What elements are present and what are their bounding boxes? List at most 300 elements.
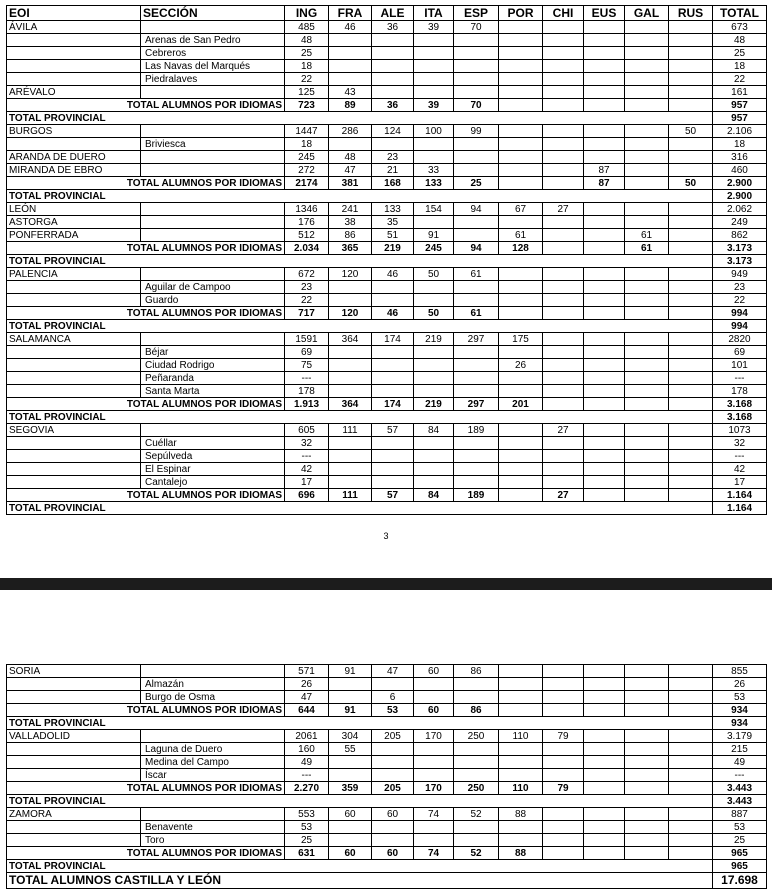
- value-cell: 47: [372, 665, 414, 678]
- value-cell: [625, 281, 669, 294]
- total-idiomas-row: [7, 242, 767, 255]
- eoi-cell: ARÉVALO: [7, 86, 141, 99]
- value-cell: 286: [329, 125, 372, 138]
- value-cell: [414, 821, 454, 834]
- value-cell: [584, 808, 625, 821]
- total-idiomas-value-cell: [584, 99, 625, 112]
- total-idiomas-value-cell: [669, 704, 713, 717]
- value-cell: [454, 359, 499, 372]
- total-idiomas-value-cell: [584, 704, 625, 717]
- total-idiomas-value-cell: 205: [372, 782, 414, 795]
- value-cell: [372, 294, 414, 307]
- total-idiomas-value-cell: 110: [499, 782, 543, 795]
- value-cell: [454, 756, 499, 769]
- value-cell: [543, 678, 584, 691]
- total-idiomas-value-cell: 91: [329, 704, 372, 717]
- value-cell: [499, 385, 543, 398]
- value-cell: 6: [372, 691, 414, 704]
- value-cell: 35: [372, 216, 414, 229]
- seccion-cell: [141, 424, 285, 437]
- value-cell: [329, 691, 372, 704]
- total-cell: 2.062: [713, 203, 767, 216]
- eoi-cell: VALLADOLID: [7, 730, 141, 743]
- table-row: [7, 86, 767, 99]
- value-cell: [625, 47, 669, 60]
- value-cell: [499, 665, 543, 678]
- value-cell: 22: [285, 294, 329, 307]
- value-cell: 49: [285, 756, 329, 769]
- seccion-cell: Almazán: [141, 678, 285, 691]
- value-cell: [584, 333, 625, 346]
- value-cell: [584, 437, 625, 450]
- value-cell: 241: [329, 203, 372, 216]
- value-cell: [499, 138, 543, 151]
- value-cell: [625, 216, 669, 229]
- value-cell: 25: [285, 47, 329, 60]
- eoi-cell: SALAMANCA: [7, 333, 141, 346]
- value-cell: 1346: [285, 203, 329, 216]
- value-cell: [414, 678, 454, 691]
- total-cell: 42: [713, 463, 767, 476]
- value-cell: [543, 346, 584, 359]
- value-cell: [499, 21, 543, 34]
- total-idiomas-row: [7, 782, 767, 795]
- seccion-cell: [141, 216, 285, 229]
- total-provincial-value-cell: 2.900: [713, 190, 767, 203]
- seccion-cell: Santa Marta: [141, 385, 285, 398]
- total-provincial-value-cell: 3.173: [713, 255, 767, 268]
- value-cell: [454, 476, 499, 489]
- value-cell: [372, 769, 414, 782]
- value-cell: [372, 60, 414, 73]
- total-idiomas-value-cell: [543, 398, 584, 411]
- eoi-cell: [7, 821, 141, 834]
- value-cell: [625, 268, 669, 281]
- value-cell: 160: [285, 743, 329, 756]
- value-cell: 86: [454, 665, 499, 678]
- value-cell: [669, 821, 713, 834]
- value-cell: [584, 691, 625, 704]
- value-cell: [584, 60, 625, 73]
- table-row: [7, 203, 767, 216]
- grand-total-label: TOTAL ALUMNOS CASTILLA Y LEÓN: [7, 873, 713, 889]
- total-idiomas-value-cell: [584, 782, 625, 795]
- value-cell: [329, 372, 372, 385]
- value-cell: [584, 678, 625, 691]
- value-cell: [584, 151, 625, 164]
- total-idiomas-row: [7, 489, 767, 502]
- value-cell: [414, 756, 454, 769]
- value-cell: 91: [414, 229, 454, 242]
- value-cell: 2061: [285, 730, 329, 743]
- value-cell: 605: [285, 424, 329, 437]
- value-cell: [669, 834, 713, 847]
- total-cell: 178: [713, 385, 767, 398]
- value-cell: [372, 450, 414, 463]
- value-cell: [499, 834, 543, 847]
- total-idiomas-value-cell: 60: [372, 847, 414, 860]
- value-cell: [625, 665, 669, 678]
- value-cell: [372, 834, 414, 847]
- value-cell: [372, 821, 414, 834]
- total-idiomas-value-cell: 644: [285, 704, 329, 717]
- value-cell: 25: [285, 834, 329, 847]
- value-cell: 245: [285, 151, 329, 164]
- total-idiomas-value-cell: [499, 489, 543, 502]
- total-provincial-value-cell: 965: [713, 860, 767, 873]
- total-idiomas-value-cell: 174: [372, 398, 414, 411]
- value-cell: [414, 743, 454, 756]
- table-header-row: [7, 6, 767, 21]
- total-idiomas-value-cell: [625, 704, 669, 717]
- value-cell: [499, 34, 543, 47]
- value-cell: [329, 476, 372, 489]
- value-cell: [499, 476, 543, 489]
- header-lang-fra: FRA: [329, 6, 372, 21]
- total-idiomas-value-cell: 50: [414, 307, 454, 320]
- value-cell: [499, 125, 543, 138]
- seccion-cell: Toro: [141, 834, 285, 847]
- value-cell: [499, 821, 543, 834]
- value-cell: [454, 151, 499, 164]
- value-cell: [499, 60, 543, 73]
- seccion-cell: Béjar: [141, 346, 285, 359]
- header-total: TOTAL: [713, 6, 767, 21]
- value-cell: [669, 769, 713, 782]
- value-cell: [372, 86, 414, 99]
- value-cell: 32: [285, 437, 329, 450]
- value-cell: [329, 346, 372, 359]
- eoi-cell: [7, 463, 141, 476]
- value-cell: [584, 294, 625, 307]
- value-cell: [414, 372, 454, 385]
- value-cell: 43: [329, 86, 372, 99]
- value-cell: [329, 34, 372, 47]
- value-cell: [669, 346, 713, 359]
- value-cell: 133: [372, 203, 414, 216]
- total-idiomas-value-cell: 219: [414, 398, 454, 411]
- value-cell: [543, 229, 584, 242]
- value-cell: 61: [499, 229, 543, 242]
- value-cell: [329, 138, 372, 151]
- total-idiomas-value-cell: [543, 242, 584, 255]
- value-cell: 170: [414, 730, 454, 743]
- value-cell: [669, 333, 713, 346]
- total-cell: 460: [713, 164, 767, 177]
- value-cell: [543, 281, 584, 294]
- total-provincial-row: [7, 411, 767, 424]
- seccion-cell: Las Navas del Marqués: [141, 60, 285, 73]
- eoi-cell: [7, 450, 141, 463]
- total-provincial-label-cell: TOTAL PROVINCIAL: [7, 502, 713, 515]
- value-cell: [584, 47, 625, 60]
- value-cell: [454, 372, 499, 385]
- eoi-cell: PONFERRADA: [7, 229, 141, 242]
- total-cell: 1073: [713, 424, 767, 437]
- value-cell: [499, 151, 543, 164]
- value-cell: [543, 86, 584, 99]
- total-idiomas-value-cell: 27: [543, 489, 584, 502]
- value-cell: 38: [329, 216, 372, 229]
- table-row: [7, 808, 767, 821]
- value-cell: 36: [372, 21, 414, 34]
- value-cell: 88: [499, 808, 543, 821]
- value-cell: 51: [372, 229, 414, 242]
- value-cell: [414, 73, 454, 86]
- value-cell: 512: [285, 229, 329, 242]
- value-cell: 57: [372, 424, 414, 437]
- value-cell: 67: [499, 203, 543, 216]
- total-idiomas-value-cell: 696: [285, 489, 329, 502]
- value-cell: [669, 21, 713, 34]
- total-idiomas-value-cell: [625, 177, 669, 190]
- value-cell: [372, 47, 414, 60]
- value-cell: [499, 216, 543, 229]
- total-cell: 862: [713, 229, 767, 242]
- total-idiomas-value-cell: 50: [669, 177, 713, 190]
- value-cell: [454, 463, 499, 476]
- total-cell: 25: [713, 834, 767, 847]
- total-idiomas-value-cell: 84: [414, 489, 454, 502]
- value-cell: [625, 756, 669, 769]
- value-cell: [625, 346, 669, 359]
- total-cell: 887: [713, 808, 767, 821]
- total-idiomas-label-cell: TOTAL ALUMNOS POR IDIOMAS: [7, 782, 285, 795]
- total-idiomas-value-cell: [543, 99, 584, 112]
- value-cell: [584, 821, 625, 834]
- value-cell: [543, 821, 584, 834]
- total-idiomas-value-cell: 359: [329, 782, 372, 795]
- eoi-cell: [7, 47, 141, 60]
- value-cell: [584, 34, 625, 47]
- value-cell: [625, 476, 669, 489]
- total-idiomas-value-cell: 723: [285, 99, 329, 112]
- total-cell: 215: [713, 743, 767, 756]
- total-idiomas-value-cell: [669, 242, 713, 255]
- value-cell: [543, 138, 584, 151]
- value-cell: 61: [625, 229, 669, 242]
- value-cell: 39: [414, 21, 454, 34]
- total-idiomas-value-cell: 250: [454, 782, 499, 795]
- seccion-cell: Arenas de San Pedro: [141, 34, 285, 47]
- value-cell: 672: [285, 268, 329, 281]
- value-cell: [543, 450, 584, 463]
- header-seccion: SECCIÓN: [141, 6, 285, 21]
- value-cell: [543, 691, 584, 704]
- table-row: [7, 268, 767, 281]
- total-cell: 249: [713, 216, 767, 229]
- value-cell: [414, 34, 454, 47]
- value-cell: [372, 463, 414, 476]
- value-cell: 61: [454, 268, 499, 281]
- total-provincial-label-cell: TOTAL PROVINCIAL: [7, 255, 713, 268]
- value-cell: [543, 73, 584, 86]
- total-idiomas-value-cell: [543, 704, 584, 717]
- value-cell: [669, 268, 713, 281]
- seccion-cell: [141, 730, 285, 743]
- value-cell: [372, 743, 414, 756]
- eoi-cell: LEÓN: [7, 203, 141, 216]
- value-cell: [669, 730, 713, 743]
- seccion-cell: [141, 151, 285, 164]
- eoi-cell: [7, 691, 141, 704]
- value-cell: [625, 86, 669, 99]
- value-cell: [584, 834, 625, 847]
- value-cell: [329, 73, 372, 86]
- value-cell: [454, 73, 499, 86]
- value-cell: [543, 665, 584, 678]
- value-cell: [499, 463, 543, 476]
- value-cell: [414, 385, 454, 398]
- total-cell: 673: [713, 21, 767, 34]
- value-cell: 18: [285, 138, 329, 151]
- total-idiomas-value-cell: [543, 307, 584, 320]
- total-idiomas-total-cell: 965: [713, 847, 767, 860]
- value-cell: [584, 424, 625, 437]
- value-cell: [414, 281, 454, 294]
- value-cell: 174: [372, 333, 414, 346]
- value-cell: [329, 834, 372, 847]
- total-provincial-row: [7, 502, 767, 515]
- value-cell: [543, 216, 584, 229]
- value-cell: [414, 138, 454, 151]
- seccion-cell: [141, 333, 285, 346]
- value-cell: [372, 385, 414, 398]
- value-cell: [372, 437, 414, 450]
- total-idiomas-value-cell: 1.913: [285, 398, 329, 411]
- value-cell: [584, 281, 625, 294]
- value-cell: 553: [285, 808, 329, 821]
- value-cell: [625, 691, 669, 704]
- value-cell: [625, 808, 669, 821]
- total-idiomas-value-cell: 61: [625, 242, 669, 255]
- value-cell: [543, 60, 584, 73]
- value-cell: [499, 47, 543, 60]
- value-cell: [499, 372, 543, 385]
- value-cell: [372, 34, 414, 47]
- value-cell: [329, 821, 372, 834]
- table-row: [7, 359, 767, 372]
- total-idiomas-value-cell: [669, 489, 713, 502]
- value-cell: [584, 665, 625, 678]
- value-cell: [454, 691, 499, 704]
- value-cell: [669, 164, 713, 177]
- enrollment-table-page-2: [6, 664, 767, 889]
- value-cell: [499, 678, 543, 691]
- eoi-cell: [7, 281, 141, 294]
- value-cell: [543, 294, 584, 307]
- value-cell: 205: [372, 730, 414, 743]
- total-provincial-value-cell: 1.164: [713, 502, 767, 515]
- total-idiomas-value-cell: 57: [372, 489, 414, 502]
- value-cell: [584, 346, 625, 359]
- value-cell: [499, 450, 543, 463]
- value-cell: [625, 385, 669, 398]
- value-cell: 27: [543, 424, 584, 437]
- total-idiomas-value-cell: 94: [454, 242, 499, 255]
- value-cell: [625, 21, 669, 34]
- value-cell: [414, 463, 454, 476]
- table-row: [7, 21, 767, 34]
- total-idiomas-value-cell: 133: [414, 177, 454, 190]
- value-cell: 1591: [285, 333, 329, 346]
- value-cell: [669, 73, 713, 86]
- total-idiomas-label-cell: TOTAL ALUMNOS POR IDIOMAS: [7, 177, 285, 190]
- table-row: [7, 730, 767, 743]
- total-provincial-label-cell: TOTAL PROVINCIAL: [7, 411, 713, 424]
- eoi-cell: [7, 756, 141, 769]
- table-row: [7, 678, 767, 691]
- table-row: [7, 372, 767, 385]
- total-provincial-label-cell: TOTAL PROVINCIAL: [7, 717, 713, 730]
- value-cell: 272: [285, 164, 329, 177]
- value-cell: 42: [285, 463, 329, 476]
- value-cell: [499, 268, 543, 281]
- value-cell: [625, 450, 669, 463]
- table-row: [7, 333, 767, 346]
- total-idiomas-value-cell: 297: [454, 398, 499, 411]
- value-cell: [329, 281, 372, 294]
- eoi-cell: [7, 834, 141, 847]
- total-provincial-row: [7, 795, 767, 808]
- value-cell: [584, 216, 625, 229]
- total-idiomas-value-cell: [625, 489, 669, 502]
- seccion-cell: [141, 268, 285, 281]
- value-cell: [454, 450, 499, 463]
- value-cell: 154: [414, 203, 454, 216]
- value-cell: [414, 151, 454, 164]
- value-cell: [625, 821, 669, 834]
- total-idiomas-value-cell: [584, 489, 625, 502]
- value-cell: [454, 47, 499, 60]
- value-cell: 74: [414, 808, 454, 821]
- value-cell: [584, 125, 625, 138]
- value-cell: 70: [454, 21, 499, 34]
- value-cell: [454, 385, 499, 398]
- value-cell: [584, 463, 625, 476]
- eoi-cell: [7, 769, 141, 782]
- total-cell: ---: [713, 450, 767, 463]
- table-row: [7, 424, 767, 437]
- value-cell: 52: [454, 808, 499, 821]
- value-cell: [543, 834, 584, 847]
- total-idiomas-value-cell: 88: [499, 847, 543, 860]
- value-cell: 571: [285, 665, 329, 678]
- eoi-cell: [7, 678, 141, 691]
- seccion-cell: Briviesca: [141, 138, 285, 151]
- table-row: [7, 346, 767, 359]
- value-cell: 297: [454, 333, 499, 346]
- value-cell: [669, 463, 713, 476]
- total-idiomas-value-cell: 2174: [285, 177, 329, 190]
- seccion-cell: Peñaranda: [141, 372, 285, 385]
- total-idiomas-total-cell: 2.900: [713, 177, 767, 190]
- value-cell: [454, 138, 499, 151]
- table-row: [7, 769, 767, 782]
- total-idiomas-value-cell: 53: [372, 704, 414, 717]
- value-cell: [543, 769, 584, 782]
- value-cell: [454, 34, 499, 47]
- value-cell: [329, 385, 372, 398]
- value-cell: 23: [285, 281, 329, 294]
- value-cell: [625, 424, 669, 437]
- value-cell: 87: [584, 164, 625, 177]
- seccion-cell: Laguna de Duero: [141, 743, 285, 756]
- value-cell: [454, 164, 499, 177]
- value-cell: 219: [414, 333, 454, 346]
- total-idiomas-total-cell: 957: [713, 99, 767, 112]
- total-cell: 25: [713, 47, 767, 60]
